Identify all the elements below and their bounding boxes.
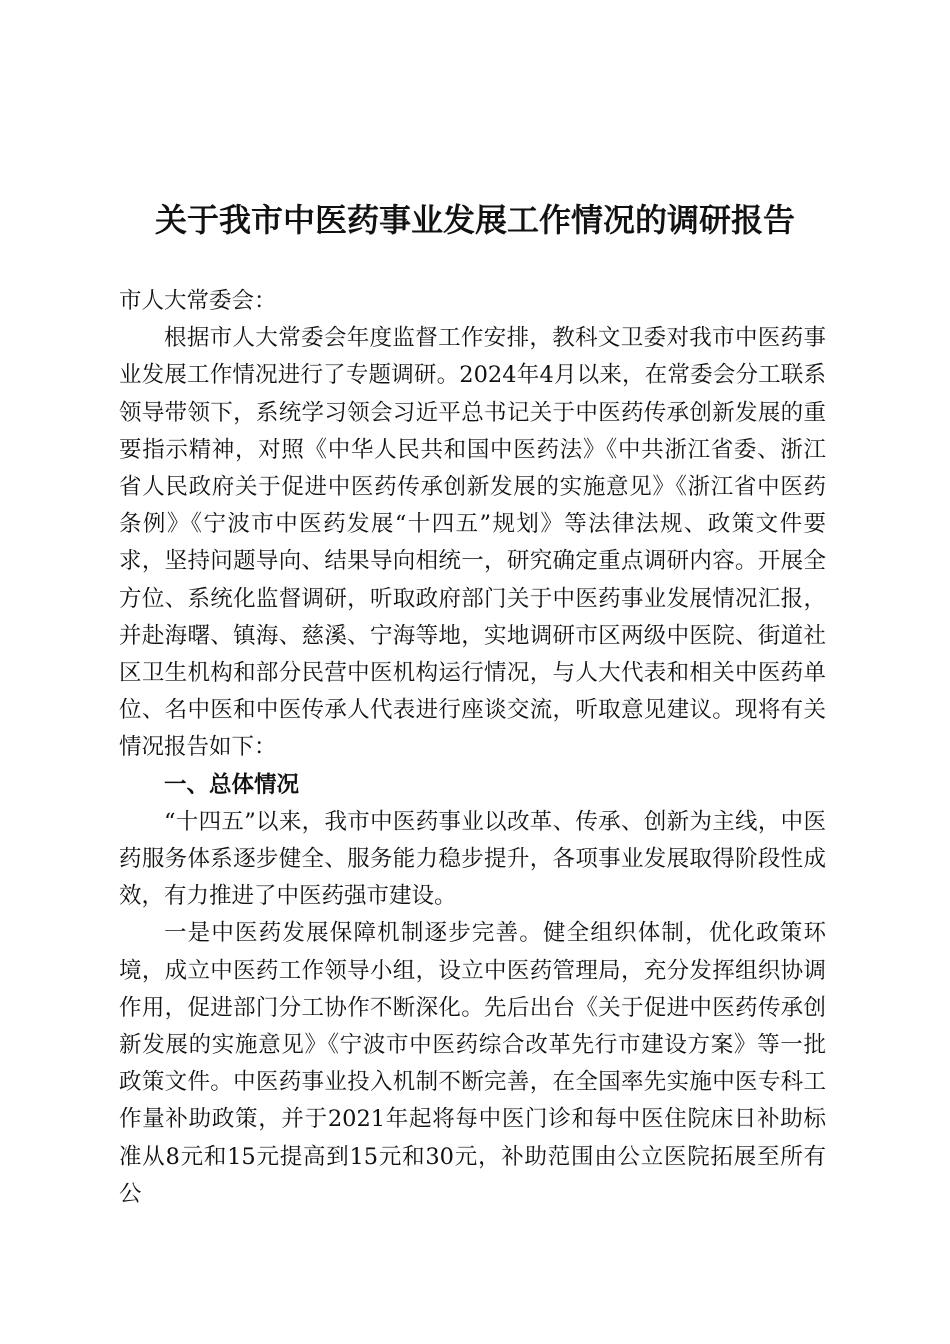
document-title: 关于我市中医药事业发展工作情况的调研报告 <box>154 201 795 239</box>
salutation: 市人大常委会： <box>119 288 277 314</box>
overview-paragraph: “十四五”以来，我市中医药事业以改革、传承、创新为主线，中医药服务体系逐步健全、服务能力稳步提升，各项事业发展取得阶段性成效，有力推进了中医药强市建设。 <box>119 808 826 910</box>
intro-paragraph: 根据市人大常委会年度监督工作安排，教科文卫委对我市中医药事业发展工作情况进行了专题调研。2024年4月以来，在常委会分工联系领导带领下，系统学习领会习近平总书记关于中医药传承创新发展的重要指示精神，对照《中华人民共和国中医药法》《中共浙江省委、浙江省人民政府关于促进中医药传承创新发展的实施意见》《浙江省中医药条例》《宁波市中医药发展“十四五”规划》等法律法规、政策文件要求，坚持问题导向、结果导向相统一，研究确定重点调研内容。开展全方位、系统化监督调研，听取政府部门关于中医药事业发展情况汇报，并赴海曙、镇海、慈溪、宁海等地，实地调研市区两级中医院、街道社区卫生机构和部分民营中医机构运行情况，与人大代表和相关中医药单位、名中医和中医传承人代表进行座谈交流，听取意见建议。现将有关情况报告如下： <box>119 325 826 761</box>
mechanism-paragraph: 一是中医药发展保障机制逐步完善。健全组织体制，优化政策环境，成立中医药工作领导小组，设立中医药管理局，充分发挥组织协调作用，促进部门分工协作不断深化。先后出台《关于促进中医药传承创新发展的实施意见》《宁波市中医药综合改革先行市建设方案》等一批政策文件。中医药事业投入机制不断完善，在全国率先实施中医专科工作量补助政策，并于2021年起将每中医门诊和每中医住院床日补助标准从8元和15元提高到15元和30元，补助范围由公立医院拓展至所有公 <box>119 920 826 1207</box>
document-body <box>119 283 826 1213</box>
section-heading: 一、总体情况 <box>164 771 300 798</box>
